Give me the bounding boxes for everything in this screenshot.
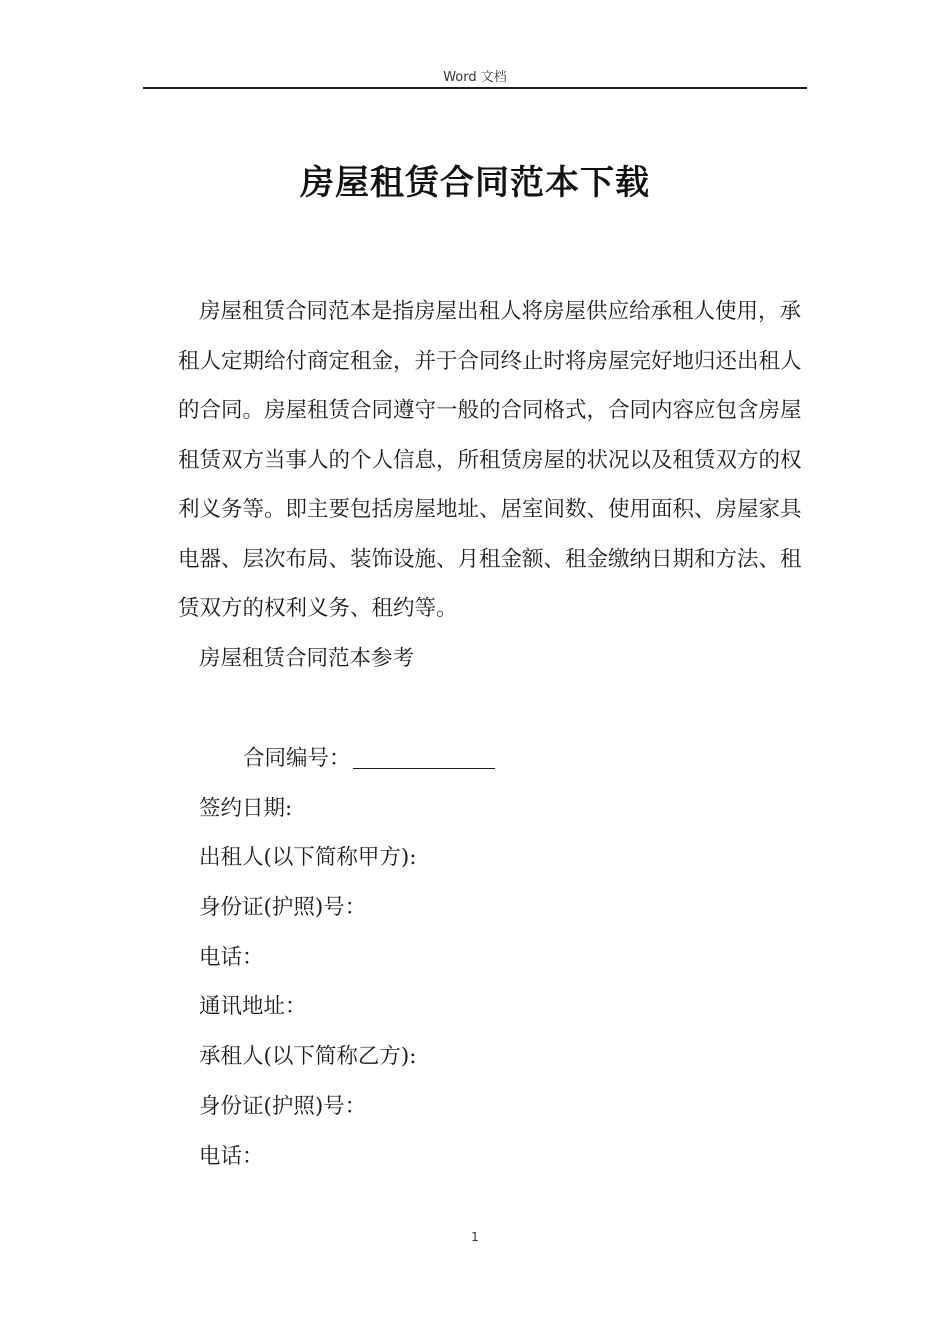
page-header: Word 文档	[443, 70, 507, 85]
header-divider	[143, 87, 807, 89]
lessee-phone-field: 电话：	[199, 1143, 264, 1169]
lessee-field: 承租人(以下简称乙方):	[199, 1044, 417, 1070]
intro-section	[178, 287, 818, 634]
lessor-address-field: 通讯地址：	[199, 994, 307, 1020]
reference-heading: 房屋租赁合同范本参考	[199, 646, 415, 671]
contract-number-label: 合同编号：	[243, 746, 351, 771]
contract-number-blank	[353, 746, 495, 769]
contract-number-field	[199, 734, 495, 784]
lessee-id-field: 身份证(护照)号：	[199, 1093, 367, 1119]
sign-date-field: 签约日期:	[199, 795, 293, 821]
document-title: 房屋租赁合同范本下载	[300, 163, 650, 203]
lessor-phone-field: 电话：	[199, 944, 264, 970]
lessor-field: 出租人(以下简称甲方):	[199, 845, 417, 871]
intro-paragraph: 房屋租赁合同范本是指房屋出租人将房屋供应给承租人使用，承租人定期给付商定租金，并于合同终止时将房屋完好地归还出租人的合同。房屋租赁合同遵守一般的合同格式，合同内容应包含房屋租赁双方当事人的个人信息，所租赁房屋的状况以及租赁双方的权利义务等。即主要包括房屋地址、居室间数、使用面积、房屋家具电器、层次布局、装饰设施、月租金额、租金缴纳日期和方法、租赁双方的权利义务、租约等。	[178, 299, 802, 621]
page-number: 1	[471, 1230, 479, 1244]
lessor-id-field: 身份证(护照)号：	[199, 895, 367, 921]
contract-fields	[199, 734, 495, 1181]
